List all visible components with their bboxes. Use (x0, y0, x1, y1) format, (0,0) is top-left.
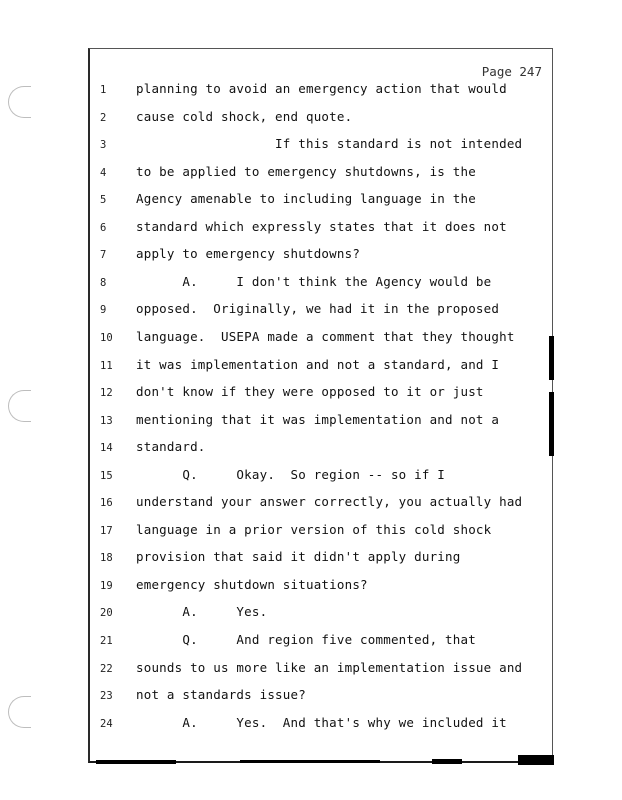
line-text: emergency shutdown situations? (136, 576, 368, 592)
transcript-line (90, 715, 548, 735)
line-text: If this standard is not intended (136, 136, 523, 152)
transcript-line (90, 329, 548, 349)
line-number: 7 (100, 249, 107, 262)
line-text: Agency amenable to including language in the (136, 191, 476, 207)
bottom-edge-bar-3 (432, 759, 462, 764)
transcript-line (90, 632, 548, 652)
line-text: A. Yes. And that's why we included it (136, 714, 507, 730)
line-text: apply to emergency shutdowns? (136, 246, 361, 262)
line-text: not a standards issue? (136, 687, 306, 703)
line-number: 17 (100, 524, 113, 537)
line-number: 9 (100, 304, 107, 317)
line-number: 20 (100, 607, 113, 620)
line-number: 22 (100, 662, 113, 675)
transcript-line (90, 577, 548, 597)
bottom-edge-bar-1 (96, 760, 176, 764)
punch-hole-middle (8, 390, 31, 422)
line-number: 5 (100, 194, 107, 207)
transcript-line (90, 660, 548, 680)
line-number: 11 (100, 359, 113, 372)
line-text: language in a prior version of this cold shock (136, 521, 492, 537)
transcript-line (90, 357, 548, 377)
line-number: 3 (100, 139, 107, 152)
transcript-line (90, 81, 548, 101)
transcript-line (90, 109, 548, 129)
line-text: don't know if they were opposed to it or just (136, 384, 484, 400)
line-number: 23 (100, 690, 113, 703)
line-number: 1 (100, 84, 107, 96)
transcript-line (90, 467, 548, 487)
right-margin-bar-2 (549, 392, 554, 456)
transcript-page (88, 48, 553, 763)
transcript-line (90, 191, 548, 211)
line-text: standard which expressly states that it does not (136, 218, 507, 234)
line-number: 10 (100, 331, 113, 344)
line-number: 4 (100, 166, 107, 179)
line-text: A. I don't think the Agency would be (136, 273, 492, 289)
transcript-line (90, 522, 548, 542)
bottom-corner-block (518, 755, 554, 765)
transcript-line (90, 246, 548, 266)
line-text: sounds to us more like an implementation issue and (136, 659, 523, 675)
line-text: to be applied to emergency shutdowns, is the (136, 163, 476, 179)
transcript-line (90, 274, 548, 294)
line-number: 19 (100, 579, 113, 592)
transcript-line (90, 384, 548, 404)
transcript-line (90, 687, 548, 707)
transcript-line (90, 219, 548, 239)
transcript-line (90, 136, 548, 156)
line-text: language. USEPA made a comment that they thought (136, 328, 515, 344)
transcript-line (90, 549, 548, 569)
right-margin-bar-1 (549, 336, 554, 380)
line-number: 21 (100, 635, 113, 647)
transcript-line (90, 494, 548, 514)
line-text: standard. (136, 439, 206, 455)
line-number: 13 (100, 414, 113, 427)
line-text: Q. Okay. So region -- so if I (136, 466, 446, 482)
line-text: it was implementation and not a standard, and I (136, 356, 500, 372)
line-text: A. Yes. (136, 604, 268, 620)
line-text: opposed. Originally, we had it in the proposed (136, 301, 500, 317)
transcript-line (90, 439, 548, 459)
bottom-edge-bar-2 (240, 760, 380, 763)
punch-hole-top (8, 86, 31, 118)
page-number: Page 247 (481, 64, 542, 79)
line-text: understand your answer correctly, you actually had (136, 494, 523, 510)
transcript-line (90, 301, 548, 321)
line-number: 6 (100, 221, 107, 234)
line-number: 8 (100, 276, 107, 289)
line-text: mentioning that it was implementation and not a (136, 411, 500, 427)
line-number: 24 (100, 717, 113, 730)
line-number: 2 (100, 111, 107, 124)
transcript-line (90, 604, 548, 624)
line-text: provision that said it didn't apply during (136, 549, 461, 565)
line-number: 14 (100, 442, 113, 455)
line-text: planning to avoid an emergency action that would (136, 81, 507, 96)
line-number: 16 (100, 497, 113, 510)
line-number: 15 (100, 469, 113, 482)
punch-hole-bottom (8, 696, 31, 728)
line-number: 18 (100, 552, 113, 565)
line-number: 12 (100, 387, 113, 400)
line-text: cause cold shock, end quote. (136, 108, 353, 124)
transcript-line (90, 164, 548, 184)
transcript-line (90, 412, 548, 432)
line-text: Q. And region five commented, that (136, 632, 476, 647)
